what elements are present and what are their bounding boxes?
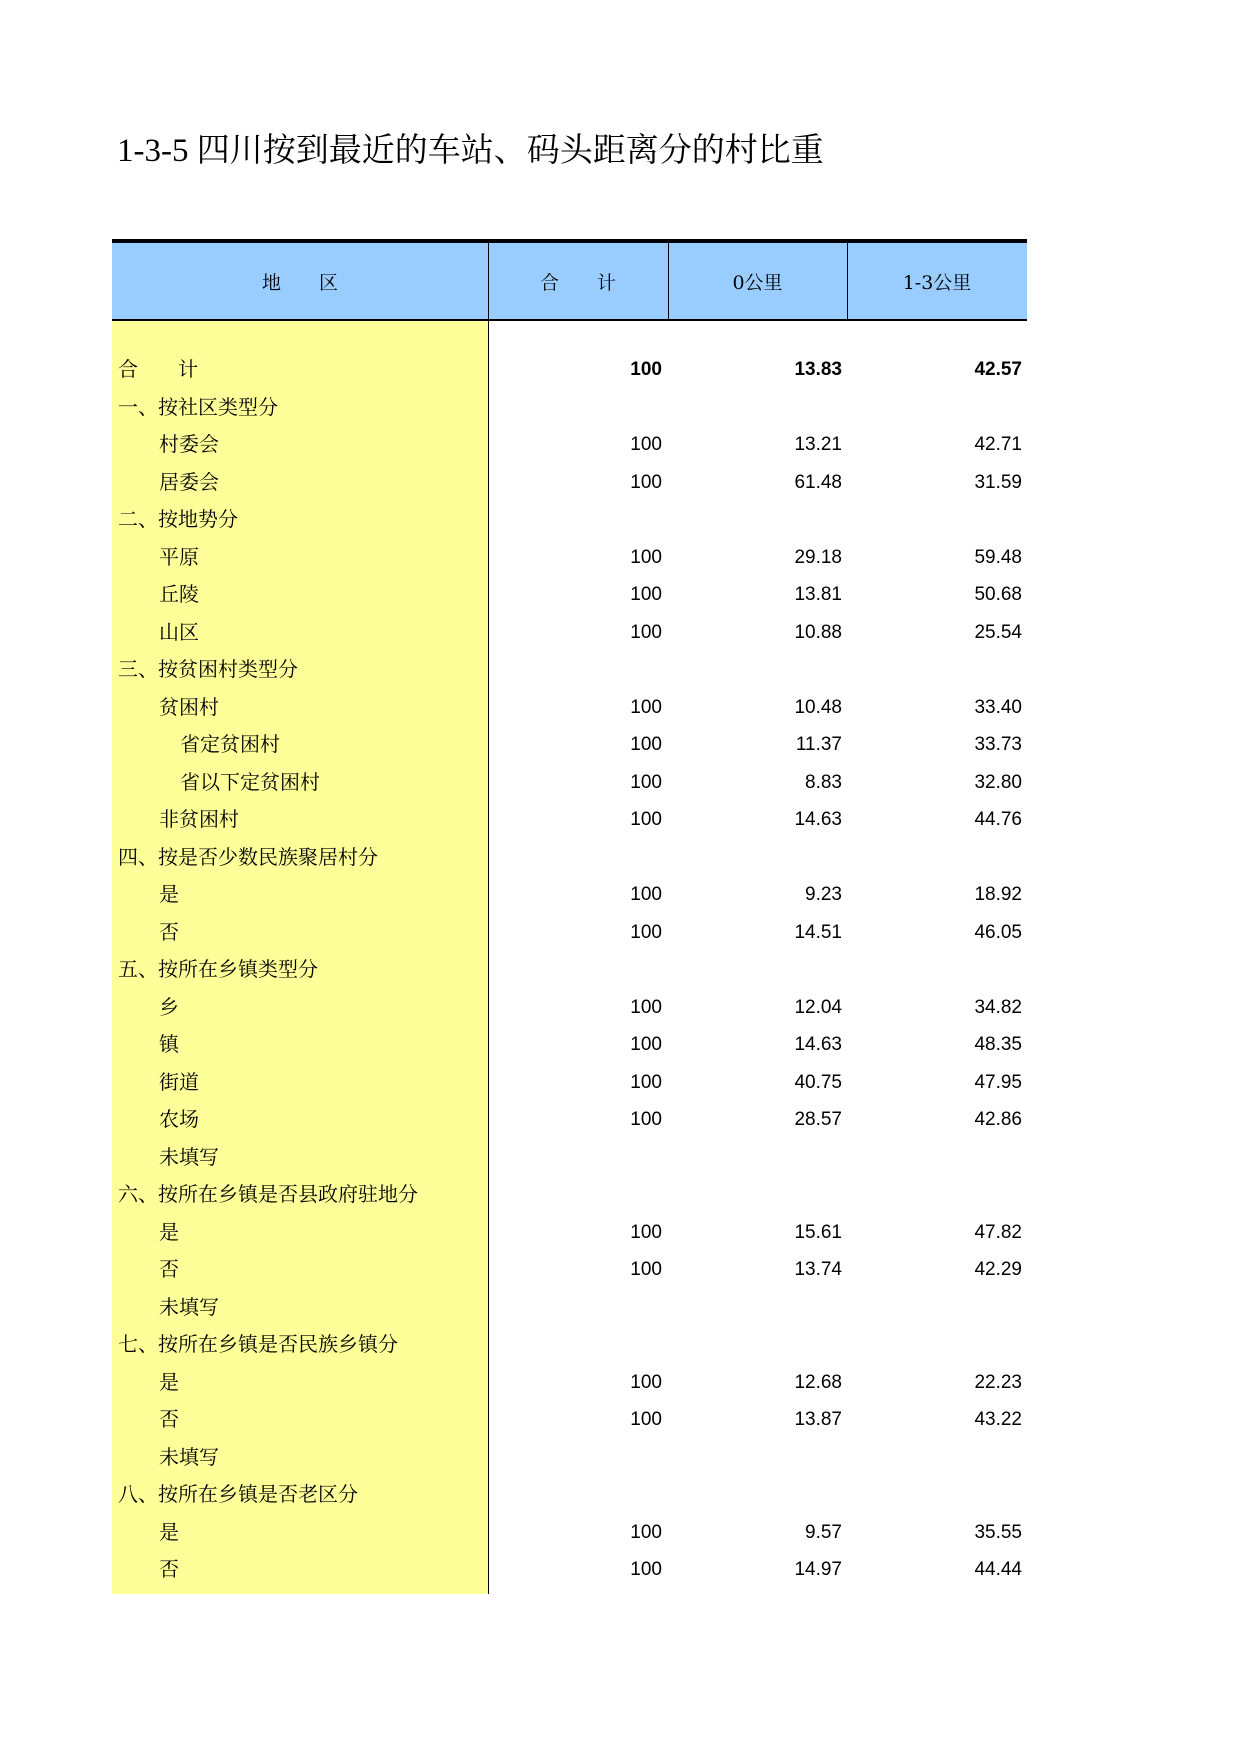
value-1-3km: 31.59 [974,471,1022,493]
value-1-3km [847,1326,1022,1364]
value-0km: 14.97 [794,1559,842,1580]
row-label: 未填写 [159,1144,219,1169]
value-0km: 15.61 [794,1221,842,1243]
value-1-3km [847,951,1022,989]
value-0km [668,1439,842,1477]
table-row [112,651,1027,689]
header-1-3km: 1-3公里 [902,271,972,294]
value-0km: 11.37 [795,734,842,755]
table-row [112,1139,1027,1177]
value-1-3km: 25.54 [974,621,1022,643]
value-total: 100 [630,1109,662,1130]
table-row [112,1064,1027,1102]
row-label: 丘陵 [159,582,199,606]
value-total [488,1439,662,1477]
value-1-3km [847,1439,1022,1477]
row-label: 贫困村 [159,694,219,719]
value-0km: 14.51 [794,921,842,943]
table-row [112,426,1027,464]
value-1-3km: 35.55 [974,1521,1022,1543]
row-label: 六、按所在乡镇是否县政府驻地分 [118,1182,418,1206]
table-row [112,726,1027,764]
value-total: 100 [630,1521,662,1543]
table-row [112,801,1027,839]
row-label: 是 [159,1369,179,1394]
row-label: 八、按所在乡镇是否老区分 [118,1482,358,1506]
value-total [488,1326,662,1364]
table-row [112,1514,1027,1552]
table-row [112,1214,1027,1252]
value-0km: 10.88 [794,621,842,643]
value-1-3km [847,1476,1022,1514]
value-total: 100 [630,1259,662,1280]
value-1-3km: 48.35 [974,1034,1022,1055]
row-label: 未填写 [159,1444,219,1469]
value-1-3km: 33.40 [974,696,1022,718]
row-label: 是 [159,1219,179,1244]
value-total [488,1176,662,1214]
table-row [112,1251,1027,1289]
value-0km [668,951,842,989]
header-region: 地 区 [112,243,489,319]
value-1-3km: 18.92 [974,884,1022,905]
table-row [112,1439,1027,1477]
value-total: 100 [630,734,662,755]
page-title: 1-3-5 四川按到最近的车站、码头距离分的村比重 [117,133,824,169]
row-label: 否 [159,1557,179,1581]
value-total: 100 [630,359,662,380]
value-0km: 13.21 [794,434,842,455]
value-0km: 13.74 [794,1259,842,1280]
row-label: 合 计 [118,357,198,381]
table-row [112,389,1027,427]
value-0km: 9.57 [805,1521,842,1543]
value-1-3km [847,1289,1022,1327]
table-row [112,464,1027,502]
value-1-3km: 47.82 [974,1221,1022,1243]
table-row [112,351,1027,389]
value-0km: 13.81 [794,584,842,605]
value-total: 100 [630,1559,662,1580]
value-0km [668,1289,842,1327]
value-total: 100 [630,771,662,793]
table-row [112,1326,1027,1364]
table-row [112,951,1027,989]
table-row [112,839,1027,877]
value-1-3km: 59.48 [974,546,1022,568]
value-1-3km: 33.73 [974,734,1022,755]
value-0km: 14.63 [794,1034,842,1055]
value-1-3km [847,651,1022,689]
row-label: 省以下定贫困村 [180,769,320,794]
row-label: 否 [159,1407,179,1431]
value-total [488,1139,662,1177]
table-row [112,876,1027,914]
value-1-3km [847,1139,1022,1177]
table-row [112,1476,1027,1514]
table-body [112,351,1027,1589]
row-label: 未填写 [159,1294,219,1319]
row-label: 七、按所在乡镇是否民族乡镇分 [118,1332,398,1356]
table-row [112,1364,1027,1402]
table-header [112,243,1027,321]
value-1-3km [847,389,1022,427]
row-label: 五、按所在乡镇类型分 [118,957,318,981]
row-label: 村委会 [159,432,219,456]
value-total: 100 [630,1034,662,1055]
value-0km: 29.18 [794,546,842,568]
value-0km: 12.04 [794,996,842,1018]
value-total: 100 [630,434,662,455]
row-label: 乡 [159,994,179,1019]
row-label: 是 [159,1519,179,1544]
row-label: 非贫困村 [159,807,239,831]
value-1-3km [847,1176,1022,1214]
row-label: 三、按贫困村类型分 [118,657,298,681]
value-1-3km: 43.22 [974,1409,1022,1430]
value-0km: 28.57 [794,1109,842,1130]
value-0km [668,1139,842,1177]
value-1-3km: 42.86 [974,1109,1022,1130]
value-total [488,1289,662,1327]
table-row [112,1551,1027,1589]
value-1-3km: 44.76 [974,809,1022,830]
value-0km: 12.68 [794,1371,842,1393]
value-0km [668,1176,842,1214]
value-1-3km: 42.71 [974,434,1022,455]
value-total: 100 [630,621,662,643]
table-row [112,501,1027,539]
row-label: 是 [159,882,179,906]
value-total: 100 [630,1071,662,1093]
header-0km: 0公里 [668,243,848,319]
value-total [488,389,662,427]
value-1-3km: 22.23 [974,1371,1022,1393]
value-total [488,951,662,989]
value-0km: 40.75 [794,1071,842,1093]
header-total: 合 计 [488,243,669,319]
table-row [112,989,1027,1027]
value-0km [668,651,842,689]
value-1-3km: 34.82 [974,996,1022,1018]
value-total: 100 [630,471,662,493]
table-row [112,1176,1027,1214]
table-row [112,576,1027,614]
row-label: 山区 [159,619,199,644]
row-label: 一、按社区类型分 [118,394,278,419]
table-row [112,539,1027,577]
value-0km [668,501,842,539]
value-total [488,651,662,689]
table-row [112,764,1027,802]
value-total: 100 [630,1409,662,1430]
row-label: 街道 [159,1069,199,1094]
value-0km: 13.83 [794,359,842,380]
table-row [112,1101,1027,1139]
value-total: 100 [630,584,662,605]
value-total [488,839,662,877]
value-0km: 8.83 [805,771,842,793]
value-total: 100 [630,996,662,1018]
value-total: 100 [630,1371,662,1393]
value-1-3km: 47.95 [974,1071,1022,1093]
value-0km: 9.23 [805,884,842,905]
table-row [112,689,1027,727]
value-0km [668,1326,842,1364]
value-0km: 14.63 [794,809,842,830]
value-1-3km: 50.68 [974,584,1022,605]
value-1-3km [847,501,1022,539]
row-label: 镇 [159,1032,179,1056]
row-label: 平原 [159,544,199,569]
value-total: 100 [630,884,662,905]
table-row [112,614,1027,652]
value-total [488,501,662,539]
value-0km: 10.48 [794,696,842,718]
row-label: 否 [159,1257,179,1281]
row-label: 二、按地势分 [118,507,238,531]
value-total: 100 [630,1221,662,1243]
table-row [112,1289,1027,1327]
row-label: 居委会 [159,469,219,494]
value-total: 100 [630,809,662,830]
value-0km: 61.48 [794,471,842,493]
value-1-3km: 46.05 [974,921,1022,943]
value-total: 100 [630,696,662,718]
value-1-3km: 42.29 [974,1259,1022,1280]
value-0km [668,389,842,427]
table-row [112,1401,1027,1439]
value-0km [668,839,842,877]
value-total [488,1476,662,1514]
table-row [112,1026,1027,1064]
value-total: 100 [630,546,662,568]
value-total: 100 [630,921,662,943]
value-1-3km: 42.57 [974,359,1022,380]
value-0km: 13.87 [794,1409,842,1430]
value-1-3km: 32.80 [974,771,1022,793]
row-label: 四、按是否少数民族聚居村分 [118,844,378,869]
row-label: 否 [159,919,179,944]
value-1-3km [847,839,1022,877]
table-row [112,914,1027,952]
value-1-3km: 44.44 [974,1559,1022,1580]
row-label: 省定贫困村 [180,732,280,756]
value-0km [668,1476,842,1514]
row-label: 农场 [159,1107,199,1131]
